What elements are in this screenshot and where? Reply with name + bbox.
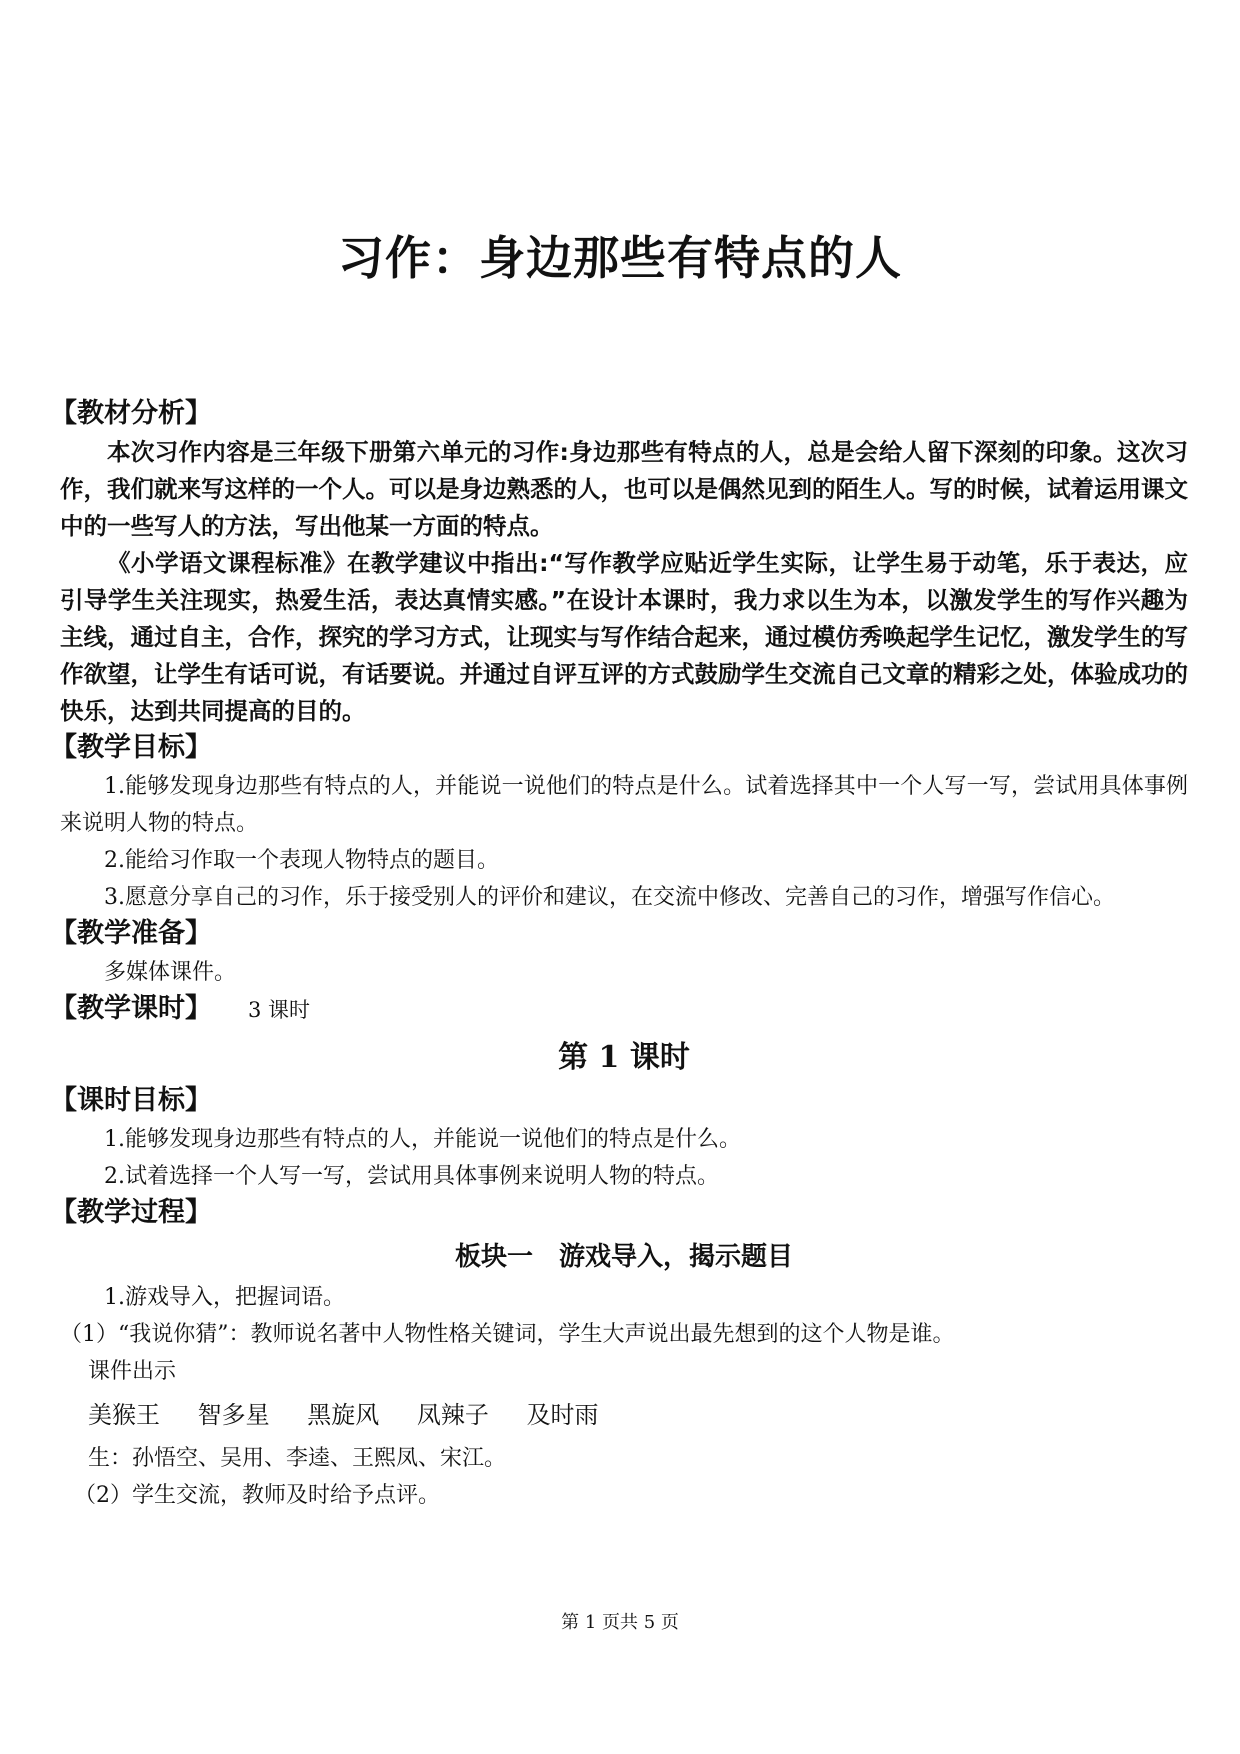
- nickname-list: [60, 1390, 1188, 1440]
- courseware-label: 课件出示: [88, 1359, 177, 1384]
- heading-prep: 【教学准备】: [50, 918, 212, 949]
- lesson-title: 第 1 课时: [558, 1040, 690, 1075]
- step-1-2: （2）学生交流，教师及时给予点评。: [74, 1483, 440, 1508]
- nickname-item: 及时雨: [526, 1401, 599, 1429]
- nickname-item: 智多星: [197, 1401, 270, 1429]
- lesson-goal-1: 1.能够发现身边那些有特点的人，并能说一说他们的特点是什么。: [104, 1127, 741, 1152]
- step-1: 1.游戏导入，把握词语。: [104, 1285, 345, 1310]
- heading-hours-label: 【教学课时】: [50, 993, 212, 1024]
- step-1-1: （1）“我说你猜”：教师说名著中人物性格关键词，学生大声说出最先想到的这个人物是谁。: [60, 1322, 955, 1347]
- page-footer: 第 1 页共 5 页: [561, 1612, 679, 1633]
- nickname-item: 凤辣子: [416, 1401, 489, 1429]
- analysis-paragraph-1: 本次习作内容是三年级下册第六单元的习作:身边那些有特点的人，总是会给人留下深刻的印象。这次习作，我们就来写这样的一个人。可以是身边熟悉的人，也可以是偶然见到的陌生人。写的时候，试着运用课文中的一些写人的方法，写出他某一方面的特点。: [60, 438, 1188, 540]
- analysis-paragraph-2: 《小学语文课程标准》在教学建议中指出:“写作教学应贴近学生实际，让学生易于动笔，乐于表达，应引导学生关注现实，热爱生活，表达真情实感。”在设计本课时，我力求以生为本，以激发学生的写作兴趣为主线，通过自主，合作，探究的学习方式，让现实与写作结合起来，通过模仿秀唤起学生记忆，激发学生的写作欲望，让学生有话可说，有话要说。并通过自评互评的方式鼓励学生交流自己文章的精彩之处，体验成功的快乐，达到共同提高的目的。: [60, 549, 1188, 725]
- heading-process: 【教学过程】: [50, 1197, 212, 1228]
- heading-hours: [50, 991, 1188, 1029]
- prep-text: 多媒体课件。: [104, 960, 237, 985]
- goal-item-3: 3.愿意分享自己的习作，乐于接受别人的评价和建议，在交流中修改、完善自己的习作，增强写作信心。: [104, 885, 1115, 910]
- lesson-goal-2: 2.试着选择一个人写一写，尝试用具体事例来说明人物的特点。: [104, 1164, 719, 1189]
- heading-goals: 【教学目标】: [50, 732, 212, 763]
- goal-item-2: 2.能给习作取一个表现人物特点的题目。: [104, 848, 499, 873]
- answers-line: 生：孙悟空、吴用、李逵、王熙凤、宋江。: [88, 1446, 507, 1471]
- nickname-item: 美猴王: [88, 1401, 160, 1429]
- goal-item-1: 1.能够发现身边那些有特点的人，并能说一说他们的特点是什么。试着选择其中一个人写一写，尝试用具体事例来说明人物的特点。: [60, 774, 1188, 836]
- block-title: 板块一 游戏导入，揭示题目: [454, 1242, 793, 1272]
- document-body: [50, 396, 1188, 1514]
- hours-value: 3 课时: [248, 998, 311, 1022]
- heading-analysis: 【教材分析】: [50, 398, 212, 429]
- document-title: 习作：身边那些有特点的人: [338, 231, 902, 285]
- nickname-item: 黑旋风: [307, 1401, 380, 1429]
- heading-lesson-goals: 【课时目标】: [50, 1085, 212, 1116]
